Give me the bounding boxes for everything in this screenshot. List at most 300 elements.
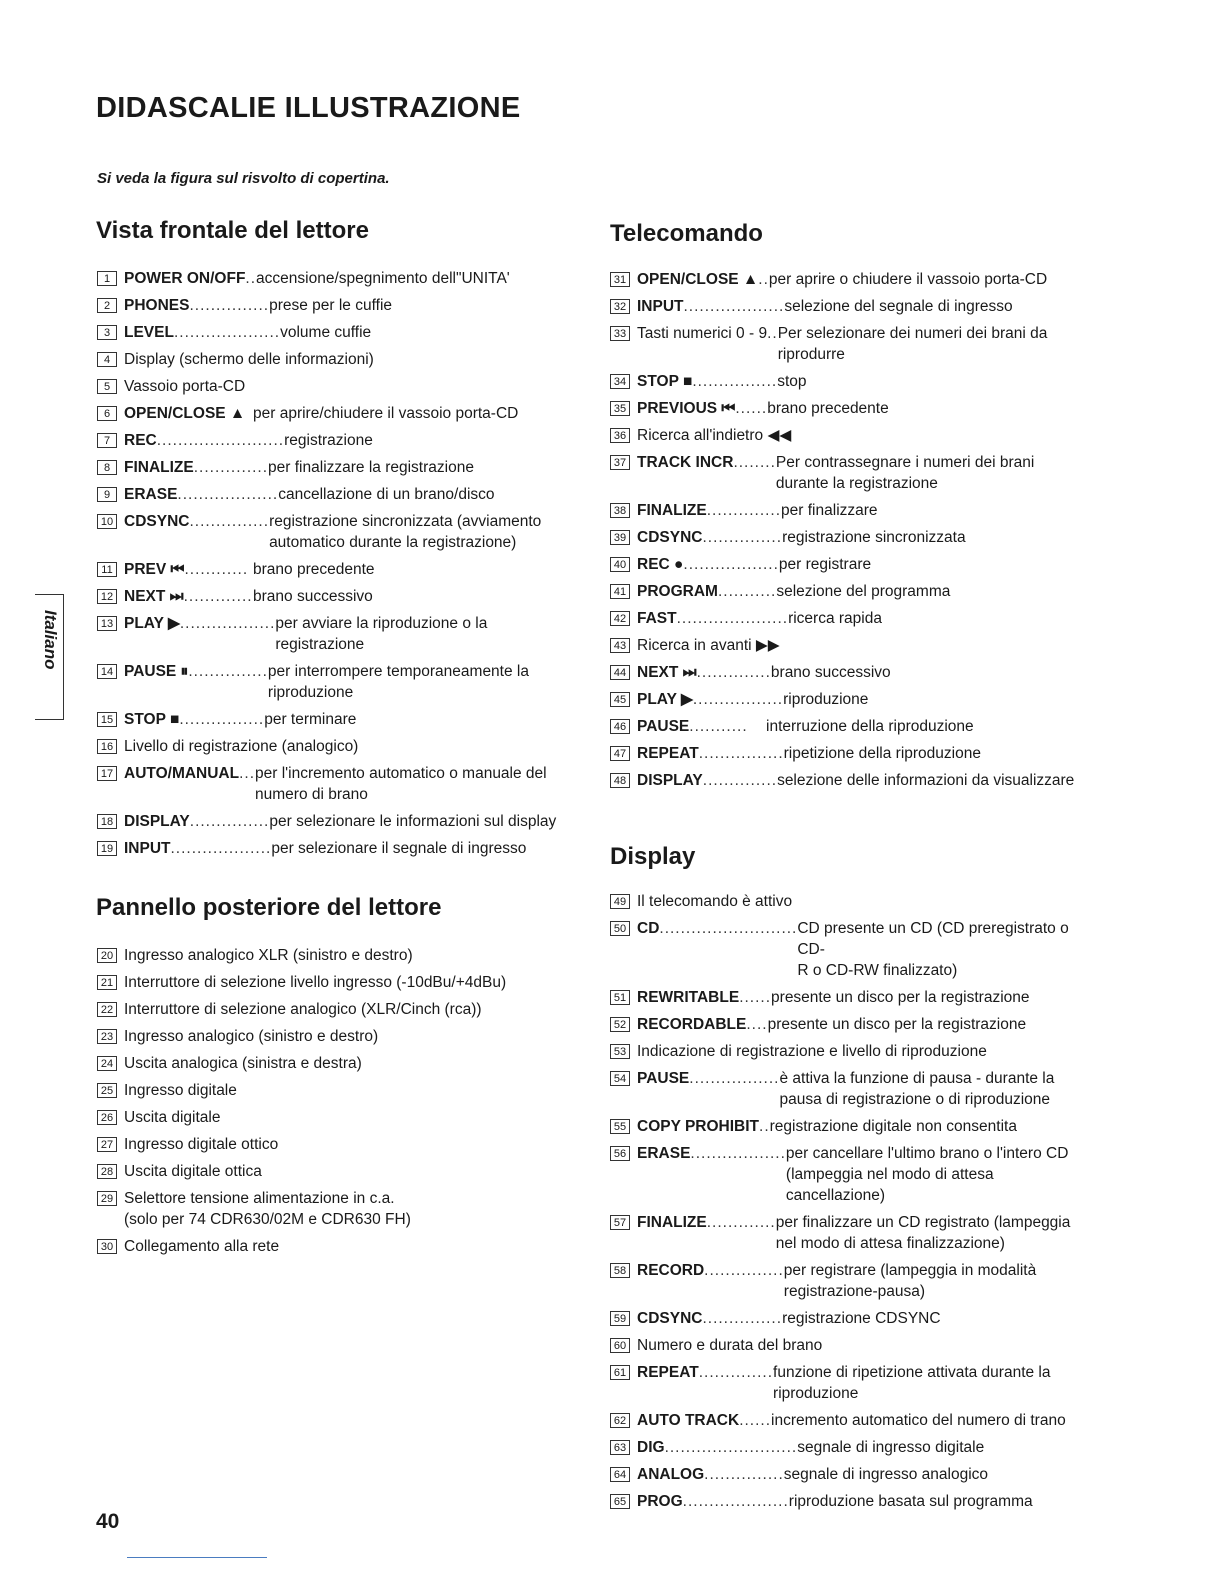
item-number: 43 [610,638,630,653]
item-label: RECORD [637,1262,705,1279]
description-line: Uscita digitale ottica [124,1163,262,1180]
description-line: selezione del programma [776,583,951,600]
list-item [610,1068,1080,1110]
item-number: 5 [97,379,117,394]
item-number: 46 [610,719,630,734]
item-number: 37 [610,455,630,470]
item-number: 60 [610,1338,630,1353]
item-number: 51 [610,990,630,1005]
item-description [786,1143,1080,1206]
item-label: CD [637,920,660,937]
item-label: PROGRAM [637,583,718,600]
description-line: Ricerca all'indietro ◀◀ [637,427,792,444]
item-leader: ................. [689,1070,780,1087]
display-list [610,891,1080,1518]
item-number: 21 [97,975,117,990]
description-line: per registrare (lampeggia in modalità [783,1262,1037,1279]
description-line: (lampeggia nel modo di attesa cancellazione) [785,1166,994,1204]
description-line: segnale di ingresso digitale [797,1439,985,1456]
item-description [124,999,482,1020]
description-line: Collegamento alla rete [124,1238,280,1255]
item-number: 20 [97,948,117,963]
description-line: Il telecomando è attivo [637,893,793,910]
item-label: ERASE [124,486,178,503]
item-label: TRACK INCR [637,454,734,471]
list-item [97,511,567,553]
description-line: per avviare la riproduzione o la registrazione [275,615,488,653]
item-label: PROG [637,1493,683,1510]
list-item [97,430,567,451]
item-leader: ................... [177,486,279,503]
description-line: per cancellare l'ultimo brano o l'intero CD [785,1145,1069,1162]
list-item [97,763,567,805]
list-item [97,1080,567,1101]
item-description [268,457,474,478]
list-item [610,1014,1080,1035]
item-number: 36 [610,428,630,443]
item-description [769,269,1047,290]
description-line: durante la registrazione [775,475,938,492]
item-description [781,500,878,521]
item-description [255,763,547,805]
item-description [124,1080,237,1101]
item-number: 42 [610,611,630,626]
item-label: STOP ■ [637,373,693,390]
list-item [610,635,1080,656]
item-description [269,811,556,832]
item-label: CDSYNC [124,513,190,530]
item-number: 63 [610,1440,630,1455]
item-leader: ................. [692,691,784,708]
description-line: per terminare [264,711,357,728]
item-description [124,736,358,757]
item-label: NEXT ⏭ [124,588,184,605]
item-number: 38 [610,503,630,518]
section-title-front: Vista frontale del lettore [96,217,369,244]
list-item [610,1116,1080,1137]
list-item [97,1188,567,1230]
item-number: 32 [610,299,630,314]
description-line: per aprire/chiudere il vassoio porta-CD [253,405,519,422]
item-description [124,349,374,370]
item-description [124,945,413,966]
item-number: 34 [610,374,630,389]
description-line: per selezionare il segnale di ingresso [271,840,527,857]
list-item [97,811,567,832]
language-tab-label: Italiano [41,610,60,670]
item-leader: ...... [739,1412,772,1429]
item-leader: ........... [689,718,748,735]
list-item [97,613,567,655]
description-line: registrazione [284,432,373,449]
item-number: 3 [97,325,117,340]
item-description [779,1068,1054,1110]
list-item [610,743,1080,764]
description-line: Ricerca in avanti ▶▶ [637,637,780,654]
item-description [784,296,1012,317]
description-line: funzione di ripetizione attivata durante la [773,1364,1051,1381]
item-leader: .. [245,270,257,287]
list-item [610,1464,1080,1485]
item-description [777,371,806,392]
item-number: 56 [610,1146,630,1161]
item-label: REPEAT [637,745,699,762]
item-description [777,770,1074,791]
description-line: accensione/spegnimento dell"UNITA' [256,270,510,287]
item-label: PREVIOUS ⏮ [637,400,736,417]
list-item [610,1041,1080,1062]
item-description [124,1236,279,1257]
list-item [97,559,567,580]
list-item [610,323,1080,365]
list-item [97,586,567,607]
list-item [610,608,1080,629]
item-leader: ............. [183,588,253,605]
item-label: REWRITABLE [637,989,740,1006]
item-number: 6 [97,406,117,421]
item-description [788,608,882,629]
description-line: riproduzione [267,684,354,701]
item-number: 52 [610,1017,630,1032]
item-leader: .................. [179,615,276,632]
item-description [778,323,1048,365]
item-leader: ................ [698,745,784,762]
item-number: 13 [97,616,117,631]
item-description [767,398,889,419]
description-line: prese per le cuffie [269,297,393,314]
item-number: 23 [97,1029,117,1044]
item-label: OPEN/CLOSE ▲ [637,271,759,288]
item-leader: ........ [733,454,776,471]
item-description [637,425,791,446]
item-leader: .............. [193,459,269,476]
item-label: COPY PROHIBIT [637,1118,760,1135]
item-description [776,1212,1071,1254]
item-leader: .. [758,271,769,288]
item-description [771,987,1029,1008]
item-leader: .. [767,325,778,342]
item-label: REC ● [637,556,684,573]
description-line: presente un disco per la registrazione [771,989,1030,1006]
item-number: 31 [610,272,630,287]
list-item [610,987,1080,1008]
item-number: 7 [97,433,117,448]
list-item [97,376,567,397]
description-line: brano successivo [253,588,373,605]
item-label: PLAY ▶ [637,691,693,708]
item-number: 41 [610,584,630,599]
description-line: Indicazione di registrazione e livello di riproduzione [637,1043,987,1060]
item-number: 54 [610,1071,630,1086]
item-leader: ..................... [676,610,789,627]
list-item [610,581,1080,602]
item-description [771,1410,1066,1431]
item-description [637,891,792,912]
list-item [610,296,1080,317]
section-title-remote: Telecomando [610,220,763,247]
item-leader: ............... [189,813,270,830]
description-line: CD presente un CD (CD preregistrato o CD- [797,920,1069,958]
description-line: cancellazione di un brano/disco [278,486,495,503]
item-description [284,430,373,451]
description-line: nel modo di attesa finalizzazione) [775,1235,1005,1252]
list-item [97,1161,567,1182]
item-label: FINALIZE [637,1214,707,1231]
description-line: brano precedente [767,400,889,417]
description-line: Per selezionare dei numeri dei brani da [777,325,1048,342]
item-label: OPEN/CLOSE ▲ [124,405,246,422]
item-number: 28 [97,1164,117,1179]
item-description [253,559,375,580]
list-item [97,322,567,343]
description-line: per aprire o chiudere il vassoio porta-CD [768,271,1048,288]
item-number: 29 [97,1191,117,1206]
item-description [264,709,356,730]
item-label: LEVEL [124,324,174,341]
description-line: per finalizzare [781,502,878,519]
item-number: 49 [610,894,630,909]
list-item [97,484,567,505]
item-description [768,1014,1026,1035]
description-line: incremento automatico del numero di trano [771,1412,1066,1429]
list-item [610,269,1080,290]
description-line: Uscita digitale [124,1109,221,1126]
description-line: per selezionare le informazioni sul display [269,813,557,830]
bottom-rule [127,1557,267,1558]
description-line: selezione del segnale di ingresso [784,298,1013,315]
description-line: Ingresso digitale [124,1082,237,1099]
item-description [124,1161,262,1182]
list-item [97,709,567,730]
item-number: 44 [610,665,630,680]
list-item [610,1491,1080,1512]
item-number: 22 [97,1002,117,1017]
item-description [776,452,1034,494]
item-leader: .......................... [659,920,798,937]
item-leader: ........................ [156,432,285,449]
list-item [97,1236,567,1257]
item-label: RECORDABLE [637,1016,747,1033]
item-description [124,376,245,397]
item-description [784,1260,1036,1302]
item-description [784,743,981,764]
item-description [783,689,868,710]
item-leader: .............. [702,772,778,789]
list-item [610,1437,1080,1458]
list-item [610,689,1080,710]
description-line: registrazione CDSYNC [782,1310,941,1327]
item-description [268,661,529,703]
list-item [610,918,1080,981]
item-number: 50 [610,921,630,936]
item-label: PAUSE [637,1070,690,1087]
description-line: registrazione-pausa) [783,1283,926,1300]
item-description [253,586,373,607]
list-item [97,1107,567,1128]
item-description [280,322,371,343]
item-label: DISPLAY [124,813,190,830]
item-description [124,1026,378,1047]
item-number: 15 [97,712,117,727]
description-line: Livello di registrazione (analogico) [124,738,359,755]
item-label: REC [124,432,157,449]
item-label: AUTO/MANUAL [124,765,240,782]
rear-panel-list [97,945,567,1263]
description-line: registrazione sincronizzata (avviamento [269,513,542,530]
item-label: FAST [637,610,677,627]
item-leader: ......................... [664,1439,798,1456]
item-number: 48 [610,773,630,788]
description-line: interruzione della riproduzione [766,718,974,735]
item-description [124,1134,278,1155]
description-line: riproduzione [783,691,869,708]
item-description [256,268,510,289]
item-number: 2 [97,298,117,313]
list-item [610,1335,1080,1356]
item-label: FINALIZE [124,459,194,476]
list-item [97,1134,567,1155]
description-line: è attiva la funzione di pausa - durante la [779,1070,1055,1087]
item-label: POWER ON/OFF [124,270,246,287]
description-line: numero di brano [255,786,368,803]
description-line: volume cuffie [280,324,372,341]
list-item [97,661,567,703]
item-number: 39 [610,530,630,545]
list-item [610,554,1080,575]
list-item [610,1143,1080,1206]
description-line: stop [777,373,807,390]
item-description [773,1362,1050,1404]
item-label: CDSYNC [637,1310,703,1327]
description-line: Vassoio porta-CD [124,378,246,395]
item-number: 24 [97,1056,117,1071]
description-line: riproduzione [773,1385,859,1402]
description-line: registrazione digitale non consentita [769,1118,1017,1135]
item-number: 55 [610,1119,630,1134]
item-leader: ............ [184,561,249,578]
item-leader: ................... [683,298,785,315]
list-item [610,770,1080,791]
description-line: Numero e durata del brano [637,1337,823,1354]
item-leader: ................... [170,840,272,857]
list-item [97,295,567,316]
item-description [776,581,950,602]
item-description [637,1335,822,1356]
list-item [97,972,567,993]
item-label: CDSYNC [637,529,703,546]
item-leader: ... [239,765,256,782]
item-label: INPUT [124,840,171,857]
item-leader: ...... [739,989,772,1006]
list-item [610,500,1080,521]
item-label: PAUSE [637,718,690,735]
description-line: ricerca rapida [788,610,882,627]
item-label: INPUT [637,298,684,315]
description-line: per finalizzare un CD registrato (lampeggia [775,1214,1071,1231]
list-item [610,425,1080,446]
page-title: DIDASCALIE ILLUSTRAZIONE [96,92,521,124]
item-label: PREV ⏮ [124,561,185,578]
item-number: 61 [610,1365,630,1380]
section-title-display: Display [610,843,696,870]
item-number: 33 [610,326,630,341]
description-line: Ingresso analogico XLR (sinistro e destro) [124,947,413,964]
list-item [610,891,1080,912]
item-description [771,662,891,683]
item-description [124,1107,221,1128]
item-description [124,1188,411,1230]
item-number: 30 [97,1239,117,1254]
item-leader: ............... [189,513,270,530]
item-number: 45 [610,692,630,707]
description-line: Uscita analogica (sinistra e destra) [124,1055,362,1072]
description-line: per interrompere temporaneamente la [267,663,529,680]
item-description [637,1041,987,1062]
item-label: NEXT ⏭ [637,664,697,681]
list-item [97,268,567,289]
item-leader: ............... [188,663,268,680]
description-line: riprodurre [777,346,845,363]
item-leader: ...... [735,400,768,417]
item-description [271,838,526,859]
list-item [610,1212,1080,1254]
item-label: PAUSE ⏸ [124,663,189,680]
item-description [637,635,780,656]
list-item [610,1308,1080,1329]
item-leader: ............... [702,1310,783,1327]
item-leader: .................... [682,1493,789,1510]
list-item [610,1260,1080,1302]
item-leader: ........... [717,583,777,600]
description-line: brano successivo [770,664,891,681]
item-number: 8 [97,460,117,475]
item-number: 64 [610,1467,630,1482]
item-number: 26 [97,1110,117,1125]
item-number: 12 [97,589,117,604]
item-leader: ............. [706,1214,776,1231]
item-leader: ............... [189,297,270,314]
item-number: 10 [97,514,117,529]
item-description [253,403,518,424]
item-number: 59 [610,1311,630,1326]
description-line: selezione delle informazioni da visualizzare [777,772,1075,789]
item-description [269,295,392,316]
list-item [610,371,1080,392]
list-item [97,1053,567,1074]
item-number: 16 [97,739,117,754]
list-item [97,1026,567,1047]
item-leader: .. [759,1118,770,1135]
item-number: 57 [610,1215,630,1230]
item-description [797,918,1080,981]
item-number: 58 [610,1263,630,1278]
item-number: 40 [610,557,630,572]
description-line: pausa di registrazione o di riproduzione [779,1091,1051,1108]
item-description [782,527,966,548]
item-description [124,972,506,993]
item-leader: .................. [690,1145,786,1162]
list-item [610,1410,1080,1431]
item-description [782,1308,941,1329]
list-item [610,1362,1080,1404]
list-item [610,527,1080,548]
list-item [610,662,1080,683]
item-label: AUTO TRACK [637,1412,740,1429]
item-number: 17 [97,766,117,781]
description-line: riproduzione basata sul programma [788,1493,1033,1510]
list-item [97,838,567,859]
item-leader: .............. [698,1364,774,1381]
